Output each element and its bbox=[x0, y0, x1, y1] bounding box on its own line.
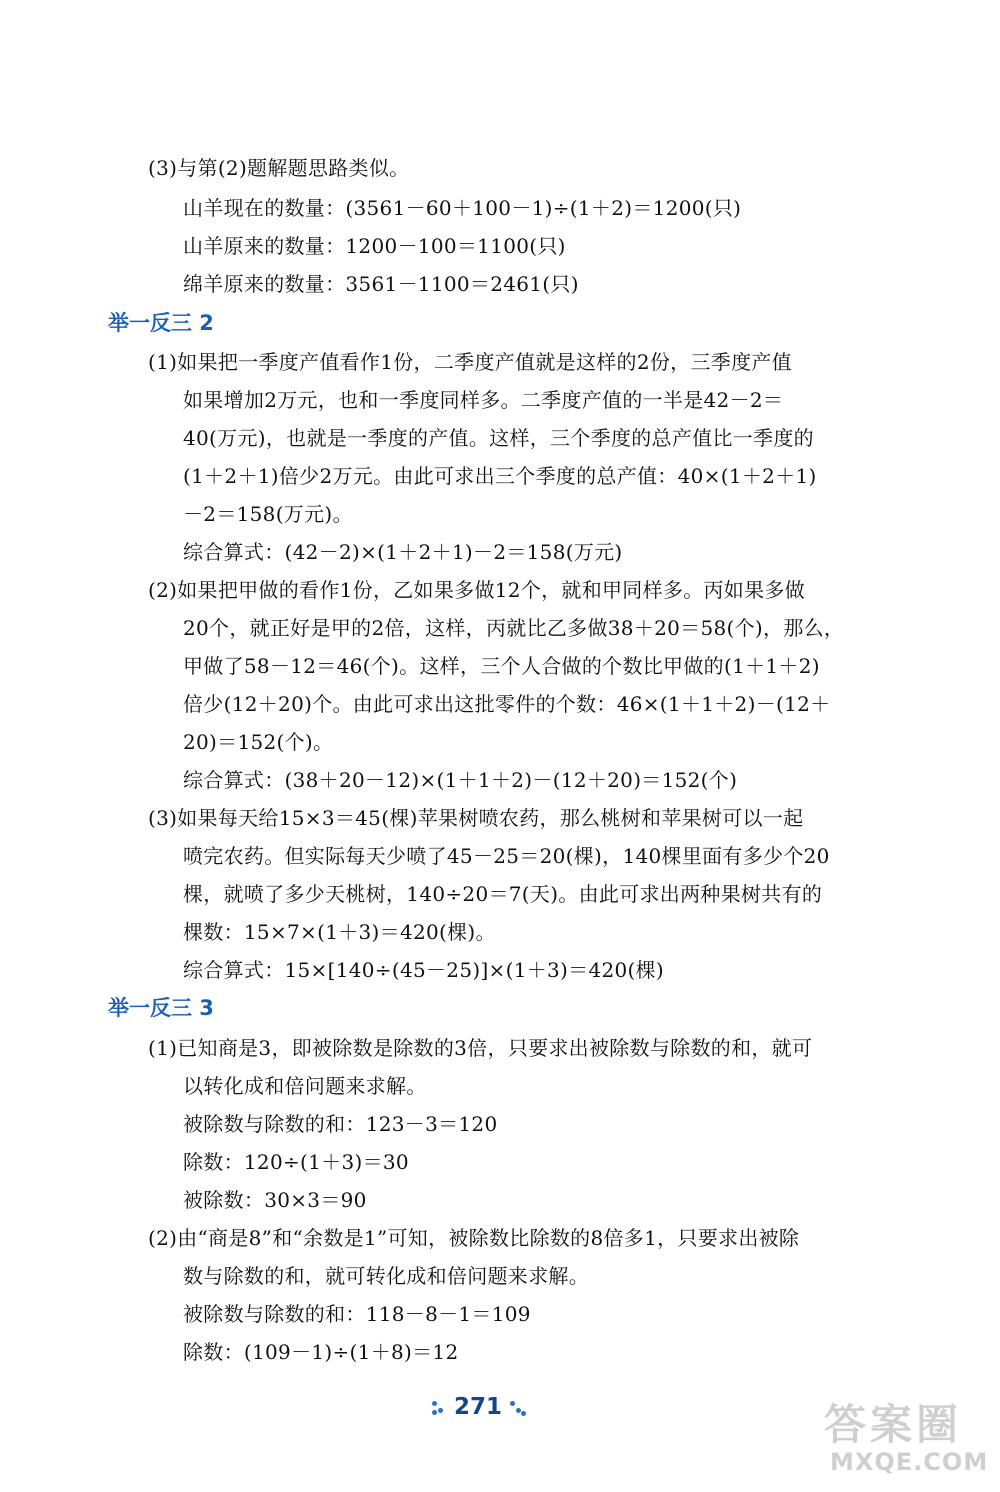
text-line: 20个，就正好是甲的2倍，这样，丙就比乙多做38＋20＝58(个)，那么， bbox=[183, 616, 845, 640]
text-line: 40(万元)，也就是一季度的产值。这样，三个季度的总产值比一季度的 bbox=[183, 426, 814, 450]
text-line: 棵，就喷了多少天桃树，140÷20＝7(天)。由此可求出两种果树共有的 bbox=[183, 882, 823, 906]
text-line: 被除数与除数的和：123－3＝120 bbox=[183, 1112, 498, 1136]
page-number bbox=[418, 1387, 538, 1427]
watermark-logo bbox=[820, 1392, 990, 1487]
text-line: －2＝158(万元)。 bbox=[183, 502, 353, 526]
text-line: 综合算式：15×[140÷(45－25)]×(1＋3)＝420(棵) bbox=[183, 958, 665, 982]
text-line: 20)＝152(个)。 bbox=[183, 730, 334, 754]
section-heading: 举一反三 2 bbox=[108, 311, 214, 335]
text-line: 棵数：15×7×(1＋3)＝420(棵)。 bbox=[183, 920, 496, 944]
text-line: 甲做了58－12＝46(个)。这样，三个人合做的个数比甲做的(1＋1＋2) bbox=[183, 654, 820, 678]
text-line: 山羊现在的数量：(3561－60＋100－1)÷(1＋2)＝1200(只) bbox=[183, 196, 742, 220]
text-line: 如果增加2万元，也和一季度同样多。二季度产值的一半是42－2＝ bbox=[183, 388, 784, 412]
text-line: (2)由“商是8”和“余数是1”可知，被除数比除数的8倍多1，只要求出被除 bbox=[148, 1226, 800, 1250]
text-line: (1)已知商是3，即被除数是除数的3倍，只要求出被除数与除数的和，就可 bbox=[148, 1036, 813, 1060]
text-line: 倍少(12＋20)个。由此可求出这批零件的个数：46×(1＋1＋2)－(12＋ bbox=[183, 692, 831, 716]
text-line: 综合算式：(38＋20－12)×(1＋1＋2)－(12＋20)＝152(个) bbox=[183, 768, 738, 792]
text-line: 被除数与除数的和：118－8－1＝109 bbox=[183, 1302, 531, 1326]
text-line: (1＋2＋1)倍少2万元。由此可求出三个季度的总产值：40×(1＋2＋1) bbox=[183, 464, 817, 488]
text-line: (3)如果每天给15×3＝45(棵)苹果树喷农药，那么桃树和苹果树可以一起 bbox=[148, 806, 804, 830]
watermark-bottom: MXQE.COM bbox=[830, 1448, 989, 1476]
text-line: 除数：120÷(1＋3)＝30 bbox=[183, 1150, 409, 1174]
dots-right-icon bbox=[508, 1397, 526, 1417]
text-line: 以转化成和倍问题来求解。 bbox=[183, 1074, 427, 1098]
section-heading: 举一反三 3 bbox=[108, 996, 214, 1020]
text-line: (2)如果把甲做的看作1份，乙如果多做12个，就和甲同样多。丙如果多做 bbox=[148, 578, 806, 602]
text-line: 山羊原来的数量：1200－100＝1100(只) bbox=[183, 234, 566, 258]
text-line: 喷完农药。但实际每天少喷了45－25＝20(棵)，140棵里面有多少个20 bbox=[183, 844, 830, 868]
page-number-text: 271 bbox=[453, 1394, 502, 1420]
watermark-top: 答案圈 bbox=[824, 1400, 963, 1449]
text-line: 综合算式：(42－2)×(1＋2＋1)－2＝158(万元) bbox=[183, 540, 623, 564]
text-line: 数与除数的和，就可转化成和倍问题来求解。 bbox=[183, 1264, 589, 1288]
text-line: (3)与第(2)题解题思路类似。 bbox=[148, 156, 410, 180]
text-line: 绵羊原来的数量：3561－1100＝2461(只) bbox=[183, 272, 579, 296]
dots-left-icon bbox=[430, 1397, 448, 1417]
text-line: (1)如果把一季度产值看作1份，二季度产值就是这样的2份，三季度产值 bbox=[148, 350, 792, 374]
text-line: 被除数：30×3＝90 bbox=[183, 1188, 367, 1212]
text-line: 除数：(109－1)÷(1＋8)＝12 bbox=[183, 1340, 459, 1364]
